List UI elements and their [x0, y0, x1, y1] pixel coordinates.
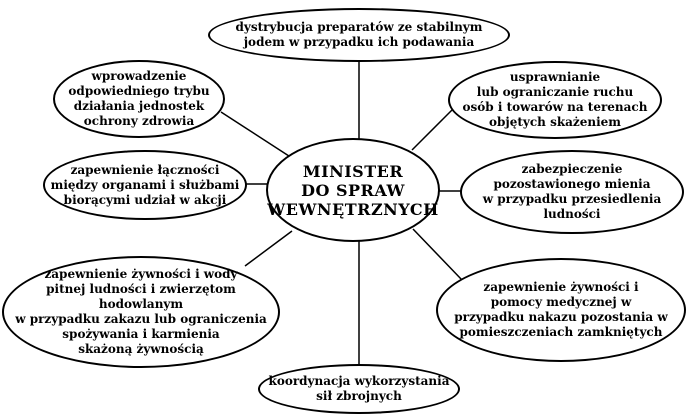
node-center-minister — [266, 138, 440, 242]
line-to-bottom-right — [413, 229, 462, 280]
line-to-top-right — [412, 110, 452, 150]
node-bottom-left-text: zapewnienie żywności i wody pitnej ludności i zwierzętom hodowlanym w przypadku zakazu lub ograniczenia spożywania i karmienia skażoną żywnością — [15, 267, 267, 356]
node-top — [208, 8, 510, 62]
line-to-top-left — [221, 112, 292, 158]
line-to-bottom-left — [245, 231, 292, 266]
node-top-left-text: wprowadzenie odpowiedniego trybu działania jednostek ochrony zdrowia — [68, 69, 210, 128]
node-left — [43, 150, 247, 220]
node-top-right — [448, 61, 662, 139]
center-text: MINISTER DO SPRAW WEWNĘTRZNYCH — [267, 161, 439, 219]
node-bottom-left — [2, 256, 280, 368]
node-top-right-text: usprawnianie lub ograniczanie ruchu osób i towarów na terenach objętych skażeniem — [462, 70, 648, 129]
node-top-text: dystrybucja preparatów ze stabilnym jodem w przypadku ich podawania — [235, 20, 483, 49]
node-bottom — [258, 364, 460, 414]
node-bottom-right-text: zapewnienie żywności i pomocy medycznej w przypadku nakazu pozostania w pomieszczeniach zamkniętych — [454, 280, 668, 339]
node-right — [460, 150, 684, 234]
node-bottom-text: koordynacja wykorzystania sił zbrojnych — [268, 374, 450, 403]
node-right-text: zabezpieczenie pozostawionego mienia w przypadku przesiedlenia ludności — [482, 162, 662, 221]
node-top-left — [53, 60, 225, 138]
node-left-text: zapewnienie łączności między organami i służbami biorącymi udział w akcji — [50, 162, 240, 207]
node-bottom-right — [436, 258, 686, 362]
